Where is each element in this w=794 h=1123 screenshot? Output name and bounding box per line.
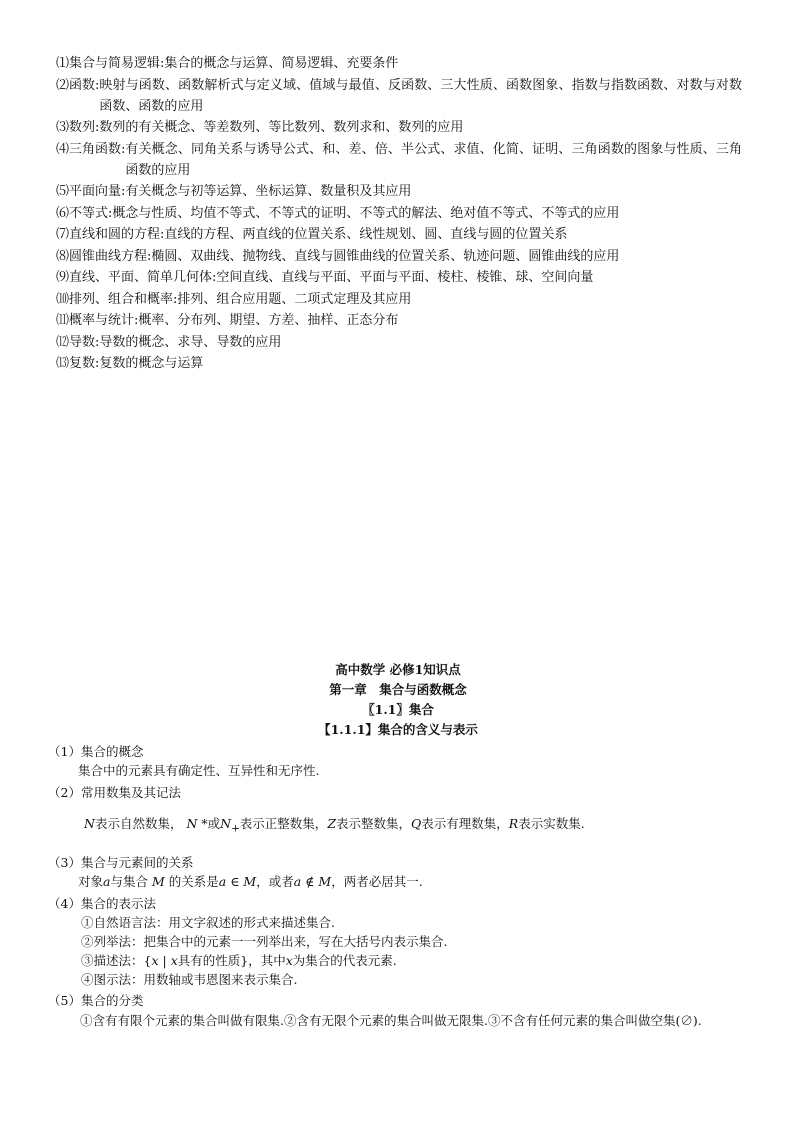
topic-number: ⑴ (56, 56, 70, 71)
text: 表示自然数集， (94, 816, 183, 831)
topic-description: 概率、分布列、期望、方差、抽样、正态分布 (138, 313, 399, 328)
topic-description: 有关概念、同角关系与诱导公式、和、差、倍、半公式、求值、化简、证明、三角函数的图象与性质、三角函数的应用 (125, 141, 742, 178)
subsection-title: 【1.1.1】集合的含义与表示 (318, 722, 478, 737)
topic-heading: 函数: (69, 77, 100, 93)
text: 表示正整数集， (239, 816, 328, 831)
knowledge-section (48, 660, 748, 1031)
topic-number: ⑹ (56, 205, 70, 221)
topic-item (56, 246, 742, 267)
topic-item (56, 267, 742, 288)
topic-item (56, 224, 742, 245)
symbol-z: Z (327, 816, 336, 831)
text: | (158, 952, 171, 968)
topic-heading: 集合与简易逻辑: (69, 56, 165, 71)
main-title: 高中数学 必修1知识点 (335, 662, 461, 677)
topic-heading: 复数: (69, 356, 100, 371)
text: ③描述法：{ (81, 952, 152, 968)
topic-description: 映射与函数、函数解析式与定义域、值域与最值、反函数、三大性质、函数图象、指数与指数函数、对数与对数函数、函数的应用 (99, 77, 742, 114)
symbol-x: x (285, 952, 293, 968)
symbol-q: Q (411, 816, 422, 831)
relation-not-in: a ∉ M (293, 873, 332, 889)
heading-number-sets: （2）常用数集及其记法 (48, 785, 181, 800)
text: 表示有理数集， (421, 816, 509, 831)
text: ，或者 (256, 873, 294, 889)
topic-number: ⑻ (56, 248, 70, 264)
symbol-m: M (151, 873, 165, 889)
topic-item (56, 75, 742, 117)
topic-number: ⑿ (56, 334, 70, 350)
text: 为集合的代表元素. (292, 952, 397, 968)
topic-description: 数列的有关概念、等差数列、等比数列、数列求和、数列的应用 (99, 120, 464, 135)
heading-concept: （1）集合的概念 (48, 744, 144, 759)
method-natural-language: ①自然语言法：用文字叙述的形式来描述集合. (81, 914, 335, 930)
text: 表示实数集. (518, 816, 585, 831)
classification-text: ①含有有限个元素的集合叫做有限集.②含有无限个元素的集合叫做无限集.③不含有任何元素的集合叫做空集(∅). (80, 1012, 702, 1028)
section-title: 〖1.1〗集合 (362, 702, 434, 717)
topic-description: 直线的方程、两直线的位置关系、线性规划、圆、直线与圆的位置关系 (164, 227, 568, 242)
method-diagram: ④图示法：用数轴或韦恩图来表示集合. (81, 971, 298, 987)
method-listing: ②列举法：把集合中的元素一一列举出来，写在大括号内表示集合. (81, 933, 448, 949)
topic-item (56, 289, 742, 310)
text: ，两者必居其一. (331, 873, 423, 889)
topic-number: ⑵ (56, 77, 70, 93)
symbol-n: N (84, 816, 95, 831)
topic-description: 集合的概念与运算、简易逻辑、充要条件 (164, 56, 399, 71)
relation-in: a ∈ M (218, 873, 257, 889)
topic-heading: 三角函数: (69, 141, 126, 157)
method-description (48, 951, 748, 970)
topic-heading: 数列: (69, 120, 100, 135)
topic-item (56, 332, 742, 353)
topic-number: ⒀ (56, 356, 70, 371)
topic-number: ⑺ (56, 227, 70, 242)
topic-item (56, 353, 742, 374)
topic-heading: 导数: (69, 334, 100, 350)
heading-classification: （5）集合的分类 (48, 992, 144, 1008)
symbol-x: x (170, 952, 178, 968)
concept-text: 集合中的元素具有确定性、互异性和无序性. (78, 763, 320, 778)
topic-description: 复数的概念与运算 (99, 356, 204, 371)
text: 或 (207, 816, 221, 831)
topic-heading: 排列、组合和概率: (69, 291, 178, 307)
topic-heading: 直线、平面、简单几何体: (69, 270, 217, 285)
topic-description: 椭圆、双曲线、抛物线、直线与圆锥曲线的位置关系、轨迹问题、圆锥曲线的应用 (151, 248, 620, 264)
topic-description: 导数的概念、求导、导数的应用 (99, 334, 282, 350)
symbol-nstar: N * (186, 816, 208, 831)
text: 表示整数集， (336, 816, 412, 831)
text: 与集合 (110, 873, 148, 889)
topic-list (56, 53, 742, 375)
topic-item (56, 181, 742, 202)
topic-description: 有关概念与初等运算、坐标运算、数量积及其应用 (125, 184, 412, 199)
topic-description: 空间直线、直线与平面、平面与平面、棱柱、棱锥、球、空间向量 (216, 270, 594, 285)
chapter-title: 第一章 集合与函数概念 (329, 682, 467, 697)
topic-number: ⑶ (56, 120, 70, 135)
topic-number: ⑽ (56, 291, 70, 307)
symbol-x: x (151, 952, 159, 968)
symbol-a: a (103, 873, 111, 889)
topic-number: ⑾ (56, 313, 70, 328)
relation-text (48, 872, 748, 892)
topic-item (56, 53, 742, 74)
text: 的关系是 (168, 873, 219, 889)
number-sets-line (48, 814, 748, 839)
symbol-r: R (508, 816, 519, 831)
topic-item (56, 203, 742, 224)
topic-description: 排列、组合应用题、二项式定理及其应用 (177, 291, 412, 307)
topic-heading: 圆锥曲线方程: (69, 248, 152, 264)
topic-number: ⑸ (56, 184, 70, 199)
topic-number: ⑷ (56, 141, 70, 157)
text: 对象 (78, 873, 104, 889)
topic-heading: 直线和圆的方程: (69, 227, 165, 242)
topic-heading: 平面向量: (69, 184, 126, 199)
text: 具有的性质}，其中 (177, 952, 286, 968)
topic-number: ⑼ (56, 270, 70, 285)
heading-representation: （4）集合的表示法 (48, 895, 156, 911)
plus-subscript: + (231, 822, 240, 835)
heading-element-relation: （3）集合与元素间的关系 (48, 854, 194, 870)
symbol-nplus: N (220, 816, 232, 831)
topic-heading: 不等式: (69, 205, 113, 221)
topic-item (56, 310, 742, 331)
topic-item (56, 139, 742, 181)
topic-description: 概念与性质、均值不等式、不等式的证明、不等式的解法、绝对值不等式、不等式的应用 (112, 205, 620, 221)
topic-heading: 概率与统计: (69, 313, 139, 328)
topic-item (56, 117, 742, 138)
